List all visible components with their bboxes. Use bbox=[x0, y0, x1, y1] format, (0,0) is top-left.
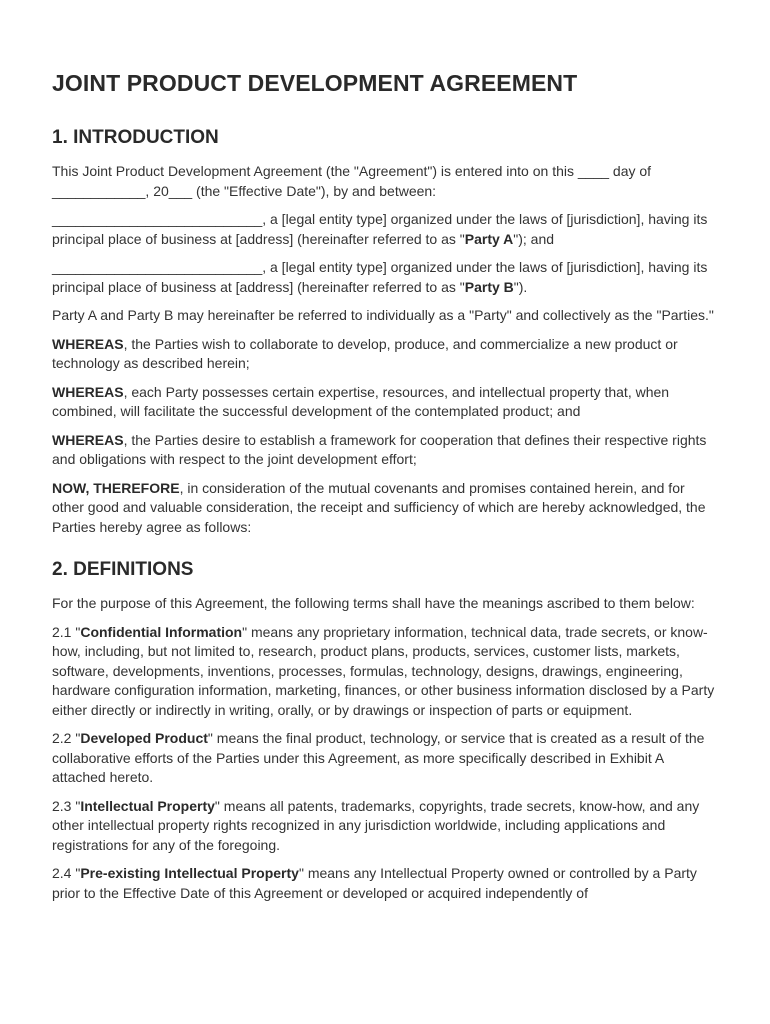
definition-number: 2.1 " bbox=[52, 623, 81, 640]
definition-text: " means any Intellectual Property owned or controlled by a Party prior to the Effective Date of this Agreement or developed or acquired independently of bbox=[52, 865, 697, 901]
whereas-label: WHEREAS bbox=[52, 335, 124, 352]
intro-paragraph: This Joint Product Development Agreement (the "Agreement") is entered into on this ____ day of ____________, 20___ (the "Effective Date"), by and between: bbox=[52, 163, 652, 199]
now-therefore-text: , in consideration of the mutual covenants and promises contained herein, and for other good and valuable consideration, the receipt and sufficiency of which are hereby acknowledged, the Parties hereby agree as follows: bbox=[52, 479, 706, 535]
definition-number: 2.2 " bbox=[52, 730, 81, 746]
definition-number: 2.4 " bbox=[52, 865, 81, 881]
whereas-label: WHEREAS bbox=[52, 383, 124, 400]
now-therefore-paragraph bbox=[52, 479, 718, 538]
definition-item bbox=[52, 797, 718, 856]
section-heading-definitions: 2. DEFINITIONS bbox=[52, 559, 194, 580]
definition-text: " means any proprietary information, technical data, trade secrets, or know-how, including, but not limited to, research, product plans, products, services, customer lists, markets, software, developments, inventions, processes, formulas, technology, designs, drawings, engineering, hardware configuration information, marketing, finances, or other business information disclosed by a Party either directly or indirectly in writing, orally, or by drawings or inspection of parts or equipment. bbox=[52, 623, 715, 718]
whereas-paragraph-1 bbox=[52, 335, 718, 374]
section-heading-introduction: 1. INTRODUCTION bbox=[52, 127, 219, 148]
party-b-end: "). bbox=[513, 278, 528, 295]
party-a-text: ___________________________, a [legal entity type] organized under the laws of [jurisdiction], having its principal place of business at [address] (hereinafter referred to as " bbox=[52, 211, 708, 247]
now-therefore-label: NOW, THEREFORE bbox=[52, 479, 180, 496]
whereas-paragraph-3 bbox=[52, 431, 718, 470]
whereas-text: , each Party possesses certain expertise, resources, and intellectual property that, when combined, will facilitate the successful development of the contemplated product; and bbox=[52, 383, 670, 419]
party-a-end: "); and bbox=[513, 230, 555, 247]
document-title: JOINT PRODUCT DEVELOPMENT AGREEMENT bbox=[52, 70, 578, 96]
definition-term: Developed Product bbox=[80, 730, 208, 746]
party-b-text: ___________________________, a [legal entity type] organized under the laws of [jurisdiction], having its principal place of business at [address] (hereinafter referred to as " bbox=[52, 259, 708, 295]
whereas-text: , the Parties wish to collaborate to develop, produce, and commercialize a new product or technology as described herein; bbox=[52, 335, 678, 371]
definition-text: " means the final product, technology, or service that is created as a result of the collaborative efforts of the Parties under this Agreement, as more specifically described in Exhibit A attached hereto. bbox=[52, 730, 705, 785]
definition-item bbox=[52, 623, 718, 721]
definition-term: Intellectual Property bbox=[80, 797, 215, 814]
whereas-text: , the Parties desire to establish a framework for cooperation that defines their respective rights and obligations with respect to the joint development effort; bbox=[52, 431, 707, 467]
definition-text: " means all patents, trademarks, copyrights, trade secrets, know-how, and any other intellectual property rights recognized in any jurisdiction worldwide, including applications and registrations for any of the foregoing. bbox=[52, 797, 700, 853]
definition-number: 2.3 " bbox=[52, 797, 81, 814]
party-a-paragraph bbox=[52, 210, 718, 249]
whereas-label: WHEREAS bbox=[52, 431, 124, 448]
party-b-label: Party B bbox=[464, 278, 514, 295]
parties-paragraph: Party A and Party B may hereinafter be referred to individually as a "Party" and collectively as the "Parties." bbox=[52, 307, 714, 323]
definition-term: Confidential Information bbox=[80, 623, 243, 640]
party-b-paragraph bbox=[52, 258, 718, 297]
definition-term: Pre-existing Intellectual Property bbox=[80, 865, 299, 881]
whereas-paragraph-2 bbox=[52, 383, 718, 422]
party-a-label: Party A bbox=[464, 230, 514, 247]
definition-item bbox=[52, 864, 718, 903]
definition-item bbox=[52, 729, 718, 788]
definitions-intro: For the purpose of this Agreement, the following terms shall have the meanings ascribed to them below: bbox=[52, 595, 695, 611]
